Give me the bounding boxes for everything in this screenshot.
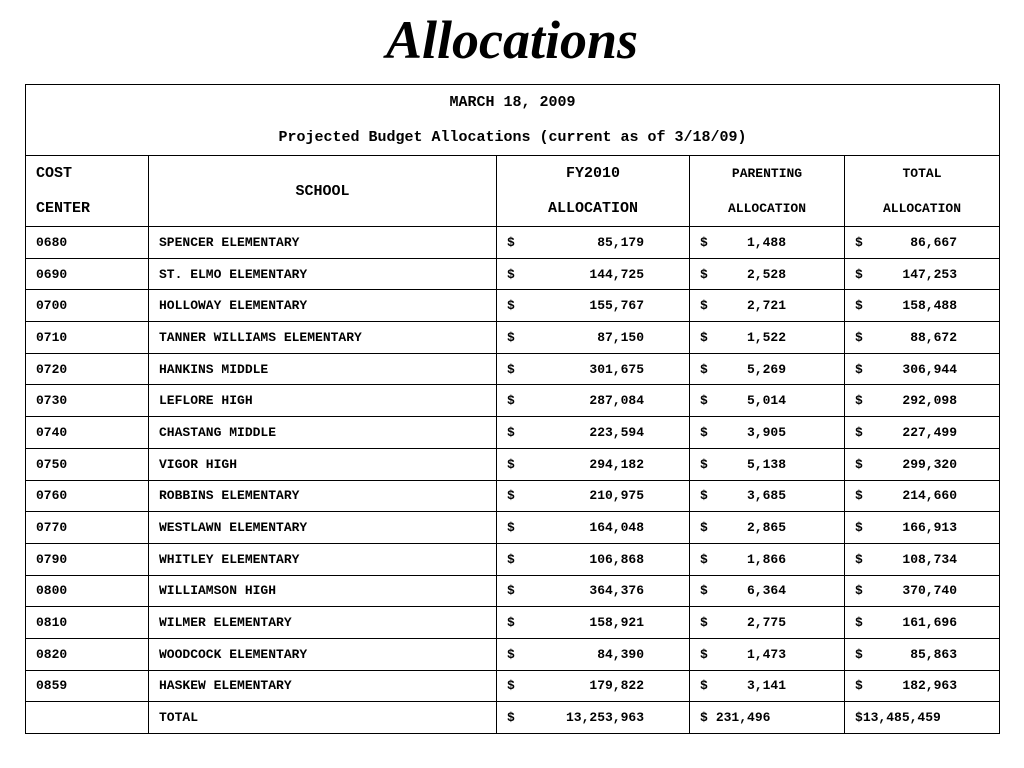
school-cell: CHASTANG MIDDLE (149, 417, 497, 449)
tot-value: 214,660 (902, 488, 958, 504)
cost-center-cell: 0680 (26, 227, 149, 259)
table-row (26, 575, 1000, 607)
fy-cell (497, 448, 690, 480)
cost-center-cell: 0740 (26, 417, 149, 449)
currency-symbol: $ (507, 488, 515, 504)
school-cell: VIGOR HIGH (149, 448, 497, 480)
par-cell (690, 670, 845, 702)
tot-cell (845, 290, 1000, 322)
currency-symbol: $ (507, 646, 515, 662)
header-fy2010-line1: FY2010 (565, 165, 620, 182)
currency-symbol: $ (507, 234, 515, 250)
fy-value: 164,048 (589, 520, 644, 536)
header-school-label: SCHOOL (295, 182, 350, 200)
header-parenting-line2: ALLOCATION (727, 201, 806, 216)
par-cell (690, 638, 845, 670)
par-value: 5,269 (746, 361, 786, 377)
tot-value: 88,672 (910, 329, 958, 345)
currency-symbol: $ (507, 266, 515, 282)
table-row (26, 227, 1000, 259)
header-fy2010-line2: ALLOCATION (547, 200, 638, 217)
fy-cell (497, 543, 690, 575)
school-cell: WILLIAMSON HIGH (149, 575, 497, 607)
column-header-row (26, 156, 1000, 227)
currency-symbol: $ (700, 298, 708, 314)
tot-cell (845, 417, 1000, 449)
currency-symbol: $ (700, 266, 708, 282)
currency-symbol: $ (700, 646, 708, 662)
par-value: 3,685 (746, 488, 786, 504)
school-cell: WOODCOCK ELEMENTARY (149, 638, 497, 670)
par-cell (690, 258, 845, 290)
tot-cell (845, 227, 1000, 259)
table-row (26, 322, 1000, 354)
fy-cell (497, 607, 690, 639)
tot-value: 370,740 (902, 583, 958, 599)
tot-cell (845, 353, 1000, 385)
currency-symbol: $ (507, 583, 515, 599)
fy-cell (497, 480, 690, 512)
par-value: 2,721 (746, 298, 786, 314)
school-cell: SPENCER ELEMENTARY (149, 227, 497, 259)
par-cell (690, 353, 845, 385)
currency-symbol: $ (507, 329, 515, 345)
cost-center-cell: 0790 (26, 543, 149, 575)
currency-symbol: $ (855, 710, 863, 726)
header-fy2010 (497, 156, 690, 227)
currency-symbol: $ (855, 520, 863, 536)
cost-center-cell: 0760 (26, 480, 149, 512)
par-value: 6,364 (746, 583, 786, 599)
fy-cell (497, 290, 690, 322)
tot-value: 299,320 (902, 456, 958, 472)
tot-value: 166,913 (902, 520, 958, 536)
tot-value: 182,963 (902, 678, 958, 694)
currency-symbol: $ (855, 488, 863, 504)
fy-cell (497, 417, 690, 449)
tot-cell (845, 258, 1000, 290)
school-cell: HOLLOWAY ELEMENTARY (149, 290, 497, 322)
school-cell: TANNER WILLIAMS ELEMENTARY (149, 322, 497, 354)
fy-value: 301,675 (589, 361, 644, 377)
tot-value: 306,944 (902, 361, 958, 377)
school-cell: WESTLAWN ELEMENTARY (149, 512, 497, 544)
tot-cell (845, 322, 1000, 354)
par-value: 5,014 (746, 393, 786, 409)
school-cell: WILMER ELEMENTARY (149, 607, 497, 639)
header-parenting-line1: PARENTING (731, 166, 803, 181)
table-row (26, 480, 1000, 512)
fy-value: 85,179 (597, 234, 644, 250)
currency-symbol: $ (855, 424, 863, 440)
par-value: 231,496 (715, 710, 771, 726)
currency-symbol: $ (507, 424, 515, 440)
tot-value: 161,696 (902, 615, 958, 631)
tot-cell (845, 512, 1000, 544)
currency-symbol: $ (700, 329, 708, 345)
par-cell (690, 322, 845, 354)
school-cell: HASKEW ELEMENTARY (149, 670, 497, 702)
currency-symbol: $ (855, 361, 863, 377)
currency-symbol: $ (855, 266, 863, 282)
currency-symbol: $ (507, 361, 515, 377)
par-cell (690, 385, 845, 417)
currency-symbol: $ (700, 456, 708, 472)
tot-value: 86,667 (910, 234, 958, 250)
currency-symbol: $ (700, 710, 708, 726)
tot-value: 108,734 (902, 551, 958, 567)
par-cell (690, 702, 845, 734)
school-cell: ROBBINS ELEMENTARY (149, 480, 497, 512)
school-cell: HANKINS MIDDLE (149, 353, 497, 385)
table-title-row (26, 85, 1000, 156)
fy-cell (497, 353, 690, 385)
tot-cell (845, 575, 1000, 607)
par-cell (690, 575, 845, 607)
report-subtitle: Projected Budget Allocations (current as of 3/18/09) (278, 129, 747, 146)
header-cost-center (26, 156, 149, 227)
fy-value: 179,822 (589, 678, 644, 694)
par-cell (690, 227, 845, 259)
currency-symbol: $ (700, 234, 708, 250)
tot-value: 292,098 (902, 393, 958, 409)
cost-center-cell: 0800 (26, 575, 149, 607)
table-row (26, 417, 1000, 449)
tot-cell (845, 702, 1000, 734)
currency-symbol: $ (700, 393, 708, 409)
currency-symbol: $ (507, 520, 515, 536)
par-value: 2,775 (746, 615, 786, 631)
fy-cell (497, 702, 690, 734)
allocations-table (25, 84, 1000, 734)
fy-value: 87,150 (597, 329, 644, 345)
currency-symbol: $ (855, 456, 863, 472)
currency-symbol: $ (855, 329, 863, 345)
tot-cell (845, 543, 1000, 575)
par-cell (690, 448, 845, 480)
fy-cell (497, 512, 690, 544)
currency-symbol: $ (855, 551, 863, 567)
table-row (26, 607, 1000, 639)
currency-symbol: $ (855, 393, 863, 409)
par-cell (690, 607, 845, 639)
currency-symbol: $ (507, 298, 515, 314)
par-value: 2,528 (746, 266, 786, 282)
par-cell (690, 417, 845, 449)
tot-value: 85,863 (910, 646, 958, 662)
currency-symbol: $ (507, 678, 515, 694)
par-value: 5,138 (746, 456, 786, 472)
table-title-cell (26, 85, 1000, 156)
table-row (26, 512, 1000, 544)
par-value: 2,865 (746, 520, 786, 536)
header-school (149, 156, 497, 227)
fy-value: 294,182 (589, 456, 644, 472)
cost-center-cell: 0810 (26, 607, 149, 639)
currency-symbol: $ (855, 615, 863, 631)
cost-center-cell: 0770 (26, 512, 149, 544)
currency-symbol: $ (507, 456, 515, 472)
header-cost-center-line2: CENTER (36, 200, 91, 217)
currency-symbol: $ (507, 551, 515, 567)
par-value: 1,488 (746, 234, 786, 250)
total-label-cell: TOTAL (149, 702, 497, 734)
fy-value: 364,376 (589, 583, 644, 599)
tot-cell (845, 385, 1000, 417)
currency-symbol: $ (700, 583, 708, 599)
tot-cell (845, 670, 1000, 702)
currency-symbol: $ (700, 520, 708, 536)
par-value: 1,522 (746, 329, 786, 345)
school-cell: LEFLORE HIGH (149, 385, 497, 417)
tot-cell (845, 607, 1000, 639)
tot-cell (845, 480, 1000, 512)
header-total (845, 156, 1000, 227)
cost-center-cell: 0720 (26, 353, 149, 385)
fy-cell (497, 575, 690, 607)
school-cell: WHITLEY ELEMENTARY (149, 543, 497, 575)
tot-value: 227,499 (902, 424, 958, 440)
fy-value: 84,390 (597, 646, 644, 662)
cost-center-cell: 0690 (26, 258, 149, 290)
cost-center-cell: 0859 (26, 670, 149, 702)
cost-center-cell: 0750 (26, 448, 149, 480)
fy-cell (497, 670, 690, 702)
tot-value: 147,253 (902, 266, 958, 282)
par-cell (690, 512, 845, 544)
table-row (26, 290, 1000, 322)
table-row (26, 258, 1000, 290)
school-cell: ST. ELMO ELEMENTARY (149, 258, 497, 290)
fy-cell (497, 638, 690, 670)
table-row (26, 385, 1000, 417)
header-cost-center-line1: COST (36, 165, 73, 182)
total-row (26, 702, 1000, 734)
currency-symbol: $ (507, 615, 515, 631)
par-value: 3,141 (746, 678, 786, 694)
currency-symbol: $ (507, 710, 515, 726)
currency-symbol: $ (700, 551, 708, 567)
par-cell (690, 290, 845, 322)
fy-value: 144,725 (589, 266, 644, 282)
header-total-line2: ALLOCATION (883, 201, 962, 216)
report-date: MARCH 18, 2009 (449, 94, 576, 111)
header-total-line1: TOTAL (902, 166, 942, 181)
par-cell (690, 543, 845, 575)
currency-symbol: $ (700, 678, 708, 694)
fy-value: 158,921 (589, 615, 644, 631)
tot-cell (845, 448, 1000, 480)
currency-symbol: $ (855, 298, 863, 314)
fy-value: 13,253,963 (565, 710, 644, 726)
page-title: Allocations (385, 10, 639, 70)
fy-cell (497, 385, 690, 417)
currency-symbol: $ (855, 234, 863, 250)
table-row (26, 448, 1000, 480)
table-row (26, 543, 1000, 575)
cost-center-cell: 0700 (26, 290, 149, 322)
fy-cell (497, 258, 690, 290)
par-cell (690, 480, 845, 512)
tot-value: 13,485,459 (862, 710, 941, 726)
tot-value: 158,488 (902, 298, 958, 314)
table-row (26, 670, 1000, 702)
cost-center-cell: 0820 (26, 638, 149, 670)
fy-value: 106,868 (589, 551, 644, 567)
par-value: 1,473 (746, 646, 786, 662)
fy-value: 155,767 (589, 298, 644, 314)
currency-symbol: $ (700, 615, 708, 631)
par-value: 3,905 (746, 424, 786, 440)
currency-symbol: $ (700, 424, 708, 440)
fy-value: 223,594 (589, 424, 644, 440)
fy-value: 210,975 (589, 488, 644, 504)
currency-symbol: $ (700, 488, 708, 504)
table-row (26, 353, 1000, 385)
header-parenting (690, 156, 845, 227)
fy-cell (497, 227, 690, 259)
table-row (26, 638, 1000, 670)
currency-symbol: $ (855, 646, 863, 662)
cost-center-cell: 0730 (26, 385, 149, 417)
currency-symbol: $ (855, 678, 863, 694)
fy-value: 287,084 (589, 393, 644, 409)
currency-symbol: $ (507, 393, 515, 409)
fy-cell (497, 322, 690, 354)
currency-symbol: $ (855, 583, 863, 599)
cost-center-cell: 0710 (26, 322, 149, 354)
currency-symbol: $ (700, 361, 708, 377)
cost-center-cell (26, 702, 149, 734)
tot-cell (845, 638, 1000, 670)
par-value: 1,866 (746, 551, 786, 567)
